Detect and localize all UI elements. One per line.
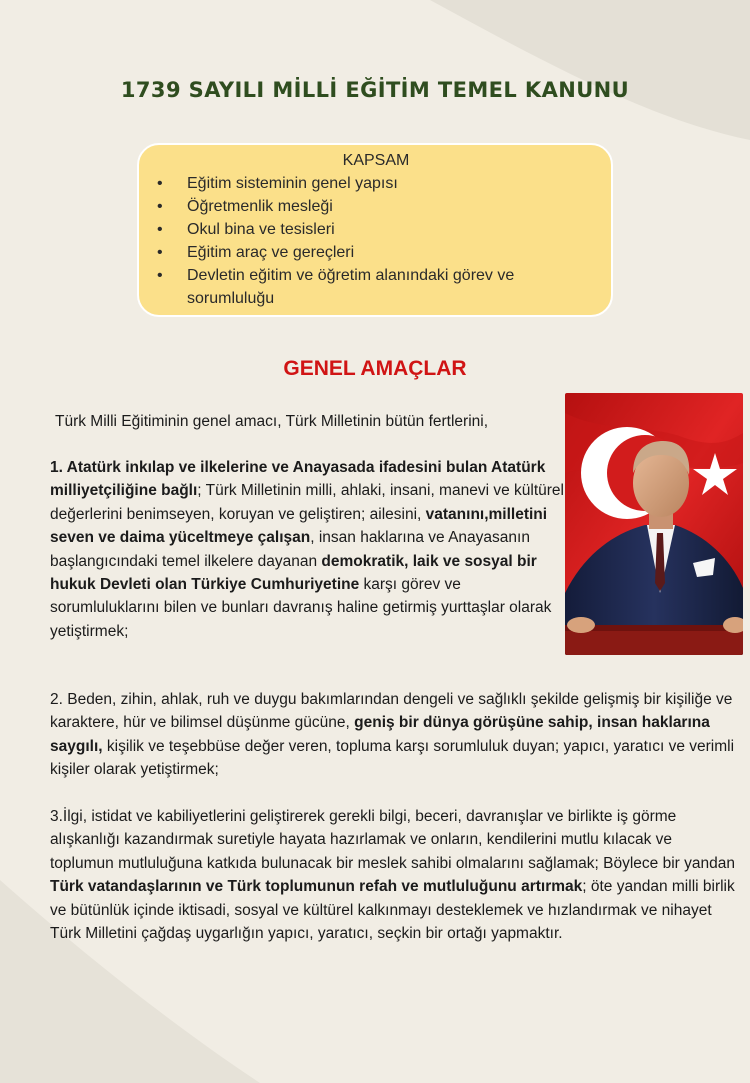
goal-paragraph-2 [50,688,740,782]
goal-2-text-2: kişilik ve teşebbüse değer veren, topluma karşı sorumluluk duyan; yapıcı, yaratıcı ve verimli kişiler olarak yetiştirmek; [50,737,735,779]
scope-heading: KAPSAM [342,152,410,169]
goal-1-text-1: ; Türk Milletinin milli, ahlaki, insani, manevi ve kültürel değerlerini benimseyen, koruyan ve geliştiren; ailesini, [50,482,564,523]
goal-paragraph-3 [50,805,740,945]
scope-item: • Devletin eğitim ve öğretim alanındaki görev ve sorumluluğu [155,264,597,310]
goal-paragraph-1 [50,456,565,643]
ataturk-portrait-image [565,393,743,655]
general-goals-heading: GENEL AMAÇLAR [283,357,467,380]
goal-3-text-1: 3.İlgi, istidat ve kabiliyetlerini geliştirerek gerekli bilgi, beceri, davranışlar ve birlikte iş görme alışkanlığı kazandırmak suretiyle hayata hazırlamak ve onların, kendilerini mutlu kılacak ve toplumun mutluluğuna katkıda bulunacak bir meslek sahibi olmalarını sağlamak; Böylece bir yandan [50,808,735,872]
goal-1-bold-1: 1. Atatürk inkılap ve ilkelerine ve Anayasada ifadesini bulan Atatürk milliyetçiliğine bağlı [50,459,546,500]
document-title: 1739 SAYILI MİLLİ EĞİTİM TEMEL KANUNU [120,78,630,102]
scope-item: • Öğretmenlik mesleği [155,195,597,218]
goal-1-bold-2: vatanını,milletini seven ve daima yüceltmeye çalışan [50,505,548,547]
general-goals-intro: Türk Milli Eğitiminin genel amacı, Türk Milletinin bütün fertlerini, [55,413,489,430]
goal-3-bold-1: Türk vatandaşlarının ve Türk toplumunun refah ve mutluluğunu artırmak [50,878,583,896]
scope-item: • Eğitim araç ve gereçleri [155,241,597,264]
scope-item: • Okul bina ve tesisleri [155,218,597,241]
goal-1-text-3: karşı görev ve sorumluluklarını bilen ve bunları davranış haline getirmiş yurttaşlar olarak yetiştirmek; [50,576,552,640]
scope-box [137,143,613,317]
goal-2-text-1: 2. Beden, zihin, ahlak, ruh ve duygu bakımlarından dengeli ve sağlıklı şekilde gelişmiş bir kişiliğe ve karaktere, hür ve bilimsel düşünme gücüne, [50,691,733,732]
goal-2-bold-1: geniş bir dünya görüşüne sahip, insan haklarına saygılı, [50,714,710,755]
goal-3-text-2: ; öte yandan milli birlik ve bütünlük içinde iktisadi, sosyal ve kültürel kalkınmayı desteklemek ve hızlandırmak ve nihayet Türk Milletini çağdaş uygarlığın yapıcı, yaratıcı, seçkin bir ortağı yapmaktır. [50,878,735,943]
scope-item: • Eğitim sisteminin genel yapısı [155,172,597,195]
scope-list [155,172,597,310]
goal-1-text-2: , insan haklarına ve Anayasanın başlangıcındaki temel ilkelere dayanan [50,529,530,570]
goal-1-bold-3: demokratik, laik ve sosyal bir hukuk Devleti olan Türkiye Cumhuriyetine [50,552,537,594]
